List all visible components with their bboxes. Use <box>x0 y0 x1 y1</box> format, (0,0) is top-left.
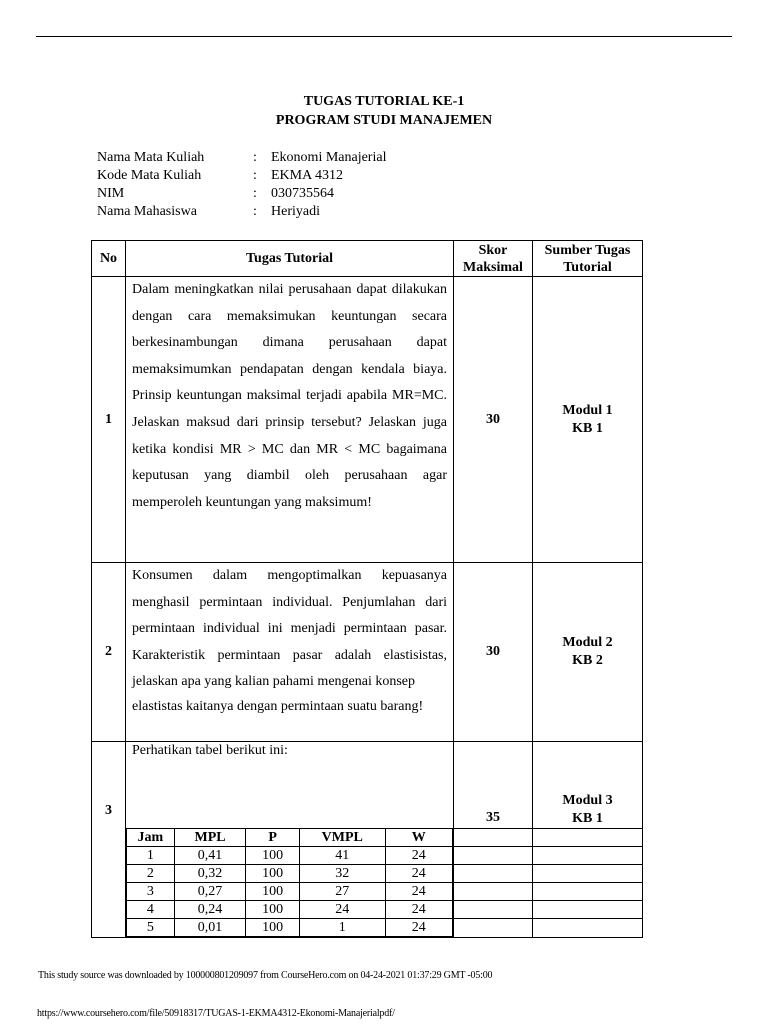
col-w: W <box>385 829 452 847</box>
cell-w: 24 <box>385 847 452 865</box>
blank-grid <box>533 828 642 919</box>
info-row-course-name <box>97 149 386 167</box>
blank-cell <box>533 829 642 847</box>
source-kb: KB 2 <box>572 653 603 668</box>
cell-w: 24 <box>385 883 452 901</box>
info-row-student-name <box>97 203 386 221</box>
info-label: NIM <box>97 186 125 201</box>
cell-mpl: 0,32 <box>174 865 246 883</box>
labor-table-header <box>127 829 453 847</box>
table-row <box>127 883 453 901</box>
info-colon: : <box>253 150 257 165</box>
header-score-line1: Skor <box>478 242 508 258</box>
task-source <box>533 563 643 742</box>
header-source <box>533 241 643 277</box>
cell-vmpl: 27 <box>300 883 386 901</box>
info-label: Nama Mahasiswa <box>97 204 197 219</box>
table-row <box>92 742 643 938</box>
task-cell <box>126 277 454 563</box>
header-score <box>454 241 533 277</box>
cell-vmpl: 1 <box>300 919 386 937</box>
cell-mpl: 0,27 <box>174 883 246 901</box>
info-value: Heriyadi <box>271 204 320 219</box>
task-text: Konsumen dalam mengoptimalkan kepuasanya menghasil permintaan individual. Penjumlahan dari permintaan individual ini menjadi permintaan pasar. Karakteristik permintaan pasar adalah elastisistas, jelaskan apa yang kalian pahami mengenai konsep <box>132 568 447 689</box>
source-module: Modul 2 <box>562 635 613 650</box>
header-task: Tugas Tutorial <box>126 241 454 277</box>
info-value: Ekonomi Manajerial <box>271 150 387 165</box>
task-source-cell <box>533 742 643 938</box>
cell-w: 24 <box>385 919 452 937</box>
cell-w: 24 <box>385 901 452 919</box>
col-vmpl: VMPL <box>300 829 386 847</box>
max-score-cell <box>454 742 533 938</box>
max-score <box>454 742 532 828</box>
cell-p: 100 <box>246 865 300 883</box>
table-row <box>127 919 453 937</box>
top-rule <box>36 36 732 37</box>
info-label: Kode Mata Kuliah <box>97 168 202 183</box>
cell-p: 100 <box>246 901 300 919</box>
info-colon: : <box>253 186 257 201</box>
cell-jam: 3 <box>127 883 175 901</box>
task-text: Perhatikan tabel berikut ini: <box>132 743 288 758</box>
table-header-row <box>92 241 643 277</box>
header-source-line2: Tutorial <box>563 259 612 275</box>
max-score-value: 35 <box>486 810 500 825</box>
info-label: Nama Mata Kuliah <box>97 150 205 165</box>
cell-mpl: 0,24 <box>174 901 246 919</box>
doc-title: TUGAS TUTORIAL KE-1 <box>303 94 465 109</box>
source-module: Modul 1 <box>562 402 613 418</box>
source-url[interactable]: https://www.coursehero.com/file/50918317/TUGAS-1-EKMA4312-Ekonomi-Manajerialpdf/ <box>37 1008 395 1019</box>
blank-cell <box>454 829 532 847</box>
blank-cell <box>454 883 532 901</box>
cell-vmpl: 32 <box>300 865 386 883</box>
row-number: 2 <box>92 563 126 742</box>
info-row-nim <box>97 185 386 203</box>
row-number-cell <box>92 742 126 938</box>
blank-cell <box>454 847 532 865</box>
header-source-line1: Sumber Tugas <box>544 242 631 258</box>
table-row <box>127 847 453 865</box>
task-cell <box>126 742 454 938</box>
source-kb: KB 1 <box>572 811 603 826</box>
cell-jam: 2 <box>127 865 175 883</box>
cell-mpl: 0,41 <box>174 847 246 865</box>
table-row <box>127 865 453 883</box>
task-cell <box>126 563 454 742</box>
col-jam: Jam <box>127 829 175 847</box>
blank-cell <box>454 865 532 883</box>
row-number: 1 <box>92 277 126 563</box>
cell-p: 100 <box>246 919 300 937</box>
blank-cell <box>533 901 642 919</box>
download-note: This study source was downloaded by 100000801209097 from CourseHero.com on 04-24-2021 01:37:29 GMT -05:00 <box>38 970 493 981</box>
source-kb: KB 1 <box>572 420 603 436</box>
task-source <box>533 277 643 563</box>
cell-jam: 4 <box>127 901 175 919</box>
info-row-course-code <box>97 167 386 185</box>
blank-cell <box>533 847 642 865</box>
table-row <box>92 563 643 742</box>
doc-subtitle: PROGRAM STUDI MANAJEMEN <box>275 113 493 128</box>
blank-cell <box>454 901 532 919</box>
blank-cell <box>533 883 642 901</box>
cell-p: 100 <box>246 847 300 865</box>
col-mpl: MPL <box>174 829 246 847</box>
max-score: 30 <box>454 277 533 563</box>
row-number: 3 <box>105 803 112 818</box>
task-text-tail: elastistas kaitanya dengan permintaan suatu barang! <box>132 698 424 714</box>
course-info <box>97 149 386 221</box>
cell-p: 100 <box>246 883 300 901</box>
blank-grid <box>454 828 532 919</box>
info-value: 030735564 <box>271 186 334 201</box>
task-source <box>533 742 642 828</box>
cell-mpl: 0,01 <box>174 919 246 937</box>
max-score: 30 <box>454 563 533 742</box>
header-score-line2: Maksimal <box>463 259 523 275</box>
table-row <box>127 901 453 919</box>
col-p: P <box>246 829 300 847</box>
cell-jam: 1 <box>127 847 175 865</box>
header-no: No <box>92 241 126 277</box>
source-module: Modul 3 <box>562 793 613 808</box>
task-text: Dalam meningkatkan nilai perusahaan dapat dilakukan dengan cara memaksimukan keuntungan secara berkesinambungan dimana perusahaan dapat memaksimumkan pendapatan dengan kendala biaya. Prinsip keuntungan maksimal terjadi apabila MR=MC. Jelaskan maksud dari prinsip tersebut? Jelaskan juga ketika kondisi MR > MC dan MR < MC bagaimana keputusan yang diambil oleh perusahaan agar memperoleh keuntungan yang maksimum! <box>132 282 447 510</box>
cell-vmpl: 24 <box>300 901 386 919</box>
cell-vmpl: 41 <box>300 847 386 865</box>
info-value: EKMA 4312 <box>271 168 343 183</box>
tutorial-table <box>91 240 643 938</box>
info-colon: : <box>253 204 257 219</box>
cell-w: 24 <box>385 865 452 883</box>
table-row <box>92 277 643 563</box>
labor-table <box>126 828 453 937</box>
blank-cell <box>533 865 642 883</box>
cell-jam: 5 <box>127 919 175 937</box>
info-colon: : <box>253 168 257 183</box>
